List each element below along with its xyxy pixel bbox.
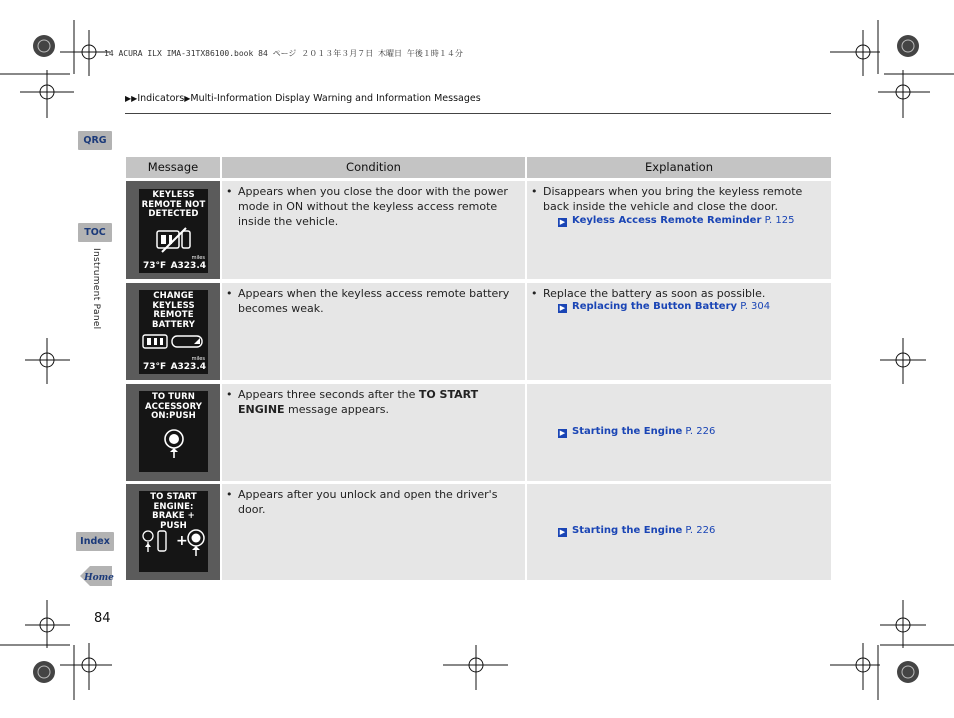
odometer-readout: A323.4 — [170, 261, 206, 271]
display-to-turn-accessory-on — [139, 391, 208, 472]
bullet: • — [226, 388, 233, 401]
temperature-readout: 73°F — [143, 362, 167, 372]
display-text: TO START ENGINE: BRAKE + PUSH — [150, 492, 197, 531]
header-message: Message — [126, 157, 220, 178]
reference-link[interactable]: ▶ Starting the Engine P. 226 — [559, 426, 716, 437]
condition-text: • Appears when the keyless access remote battery becomes weak. — [226, 287, 510, 315]
explanation-text: • Replace the battery as soon as possible. — [531, 287, 766, 300]
display-to-start-engine — [139, 491, 208, 572]
display-text: CHANGE KEYLESS REMOTE BATTERY — [152, 291, 195, 330]
display-text: KEYLESS REMOTE NOT DETECTED — [141, 190, 206, 219]
explanation-text: • Disappears when you bring the keyless remote back inside the vehicle and close the door. — [531, 185, 803, 213]
display-keyless-remote-not-detected — [139, 189, 208, 273]
arrow-icon: ▶ — [559, 429, 566, 437]
breadcrumb-arrow-icon: ▶▶ — [125, 94, 138, 103]
bullet: • — [226, 488, 233, 501]
home-icon — [78, 565, 114, 587]
reference-link[interactable]: ▶ Starting the Engine P. 226 — [559, 525, 716, 536]
print-header: 14 ACURA ILX IMA-31TX86100.book 84 ページ ２０１３年３月７日 木曜日 午後１時１４分 — [104, 49, 463, 58]
display-text: TO TURN ACCESSORY ON:PUSH — [144, 392, 203, 421]
breadcrumb-part1[interactable]: Indicators — [137, 93, 185, 104]
condition-text: • Appears three seconds after the TO START ENGINE message appears. — [226, 388, 479, 416]
odometer-unit: miles — [191, 255, 205, 261]
temperature-readout: 73°F — [143, 261, 167, 271]
remote-battery-icon — [142, 334, 206, 350]
arrow-icon: ▶ — [559, 304, 566, 312]
push-button-icon — [159, 429, 189, 459]
bullet: • — [226, 287, 233, 300]
display-change-keyless-remote-battery — [139, 290, 208, 374]
brake-plus-push-icon — [140, 528, 206, 558]
qrg-tab[interactable]: QRG — [78, 131, 112, 150]
header-condition: Condition — [222, 157, 525, 178]
condition-text: • Appears after you unlock and open the driver's door. — [226, 488, 498, 516]
header-rule — [125, 113, 831, 114]
keyless-remote-crossed-icon — [154, 227, 194, 253]
arrow-icon: ▶ — [559, 528, 566, 536]
svg-text:+: + — [176, 533, 188, 549]
bullet: • — [531, 185, 538, 198]
bullet: • — [226, 185, 233, 198]
breadcrumb-part2[interactable]: Multi-Information Display Warning and Information Messages — [190, 93, 481, 104]
index-tab[interactable]: Index — [76, 532, 114, 551]
condition-text: • Appears when you close the door with the power mode in ON without the keyless access remote inside the vehicle. — [226, 185, 508, 228]
reference-link[interactable]: ▶ Keyless Access Remote Reminder P. 125 — [559, 215, 795, 226]
home-label: Home — [84, 573, 114, 583]
breadcrumb — [125, 93, 481, 104]
arrow-icon: ▶ — [559, 218, 566, 226]
header-explanation: Explanation — [527, 157, 831, 178]
odometer-unit: miles — [191, 356, 205, 362]
breadcrumb-arrow-icon: ▶ — [184, 94, 191, 103]
bullet: • — [531, 287, 538, 300]
page-number: 84 — [94, 611, 111, 626]
reference-link[interactable]: ▶ Replacing the Button Battery P. 304 — [559, 301, 771, 312]
odometer-readout: A323.4 — [170, 362, 206, 372]
home-tab[interactable] — [78, 565, 114, 587]
toc-tab[interactable]: TOC — [78, 223, 112, 242]
section-label: Instrument Panel — [91, 248, 101, 330]
condition-bold: TO START ENGINE — [238, 388, 479, 416]
